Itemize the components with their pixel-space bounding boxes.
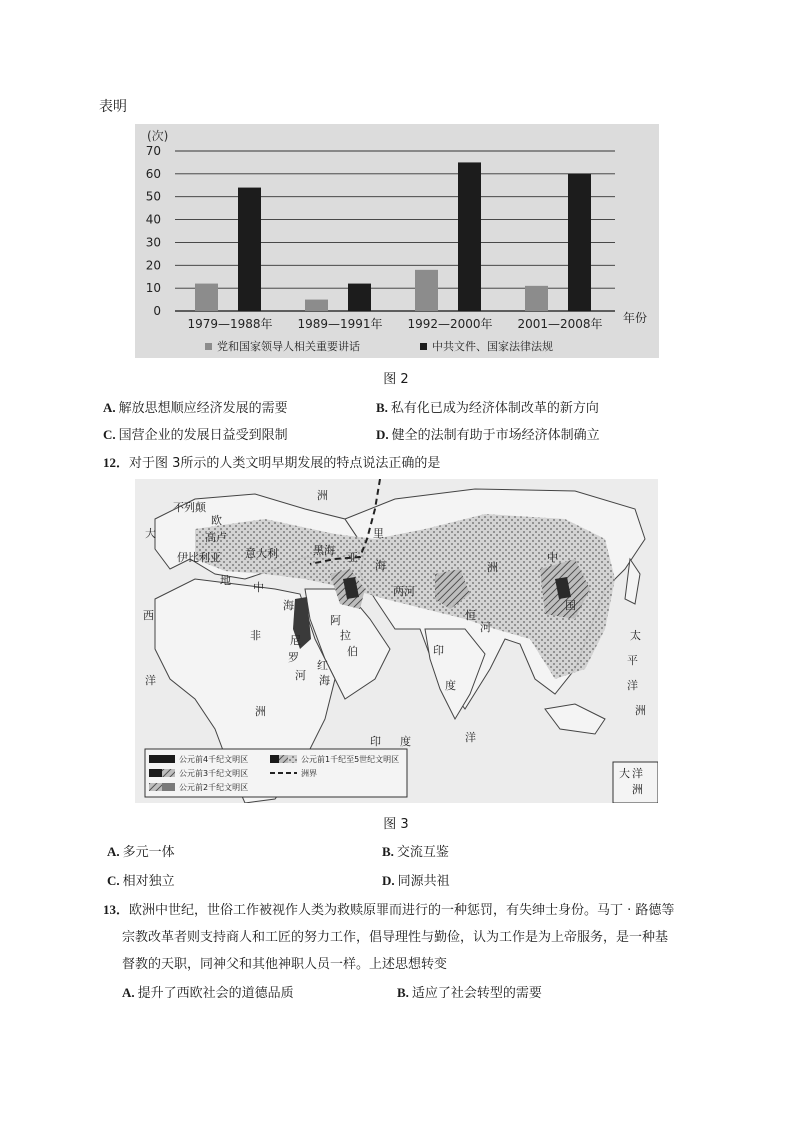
map-label: 洋 (465, 731, 476, 744)
legend-swatch-3rd-b (162, 769, 175, 777)
chart-legend (205, 339, 553, 353)
map-label: 河 (295, 669, 306, 682)
option-letter: D. (382, 873, 395, 888)
figure-3-caption: 图 3 (383, 817, 409, 832)
map-label: 大 (145, 527, 156, 540)
x-tick-label: 1989—1991年 (297, 317, 383, 331)
q12-option-c[interactable] (107, 870, 175, 889)
map-label: 平 (627, 654, 638, 667)
bar-documents (238, 188, 261, 311)
x-tick-label: 1992—2000年 (407, 317, 493, 331)
legend-label-1st: 公元前1千纪至5世纪文明区 (301, 755, 400, 764)
legend-swatch-1st-b (279, 755, 288, 763)
legend-swatch-2nd-b (162, 783, 175, 791)
map-label: 河 (480, 621, 491, 634)
map-label: 阿 (330, 614, 341, 627)
question-text: 对于图 3所示的人类文明早期发展的特点说法正确的是 (129, 456, 441, 471)
option-letter: B. (382, 844, 394, 859)
y-tick-label: 0 (153, 304, 161, 318)
y-tick-label: 30 (145, 235, 161, 250)
option-text: 私有化已成为经济体制改革的新方向 (390, 401, 599, 416)
oceania-corner (613, 762, 658, 803)
map-label: 意大利 (245, 547, 278, 560)
map-label: 海 (375, 559, 386, 572)
map-label: 洲 (317, 489, 328, 502)
civilization-map-svg (135, 479, 658, 803)
bar-documents (458, 162, 481, 311)
map-label: 度 (400, 735, 411, 748)
map-label: 中 (253, 581, 264, 594)
legend-swatch-documents (420, 343, 427, 350)
bar-documents (568, 174, 591, 311)
option-text: 国营企业的发展日益受到限制 (118, 428, 288, 443)
question-number: 13． (103, 902, 130, 917)
option-text: 健全的法制有助于市场经济体制确立 (391, 428, 600, 443)
map-legend (145, 749, 407, 797)
option-letter: B. (376, 400, 388, 415)
legend-swatch-2nd-a (149, 783, 162, 791)
q13-stem-line-1 (103, 899, 674, 918)
map-label: 印 (433, 644, 444, 657)
q13-option-b[interactable] (397, 982, 542, 1001)
map-label: 不列颠 (173, 501, 206, 514)
x-tick-label: 2001—2008年 (517, 317, 603, 331)
map-label: 太 (630, 629, 641, 642)
option-letter: A. (122, 985, 135, 1000)
option-text: 解放思想顺应经济发展的需要 (118, 401, 288, 416)
y-unit-label: (次) (147, 129, 169, 143)
map-label: 西 (143, 609, 154, 622)
corner-label: 洋 (632, 767, 643, 780)
map-label: 高卢 (205, 531, 227, 544)
map-label: 拉 (340, 629, 351, 642)
map-label: 洲 (255, 705, 266, 718)
question-number: 12． (103, 455, 130, 470)
legend-swatch-1st-a (270, 755, 279, 763)
chart-bars (195, 162, 591, 311)
q12-option-b[interactable] (382, 841, 449, 860)
corner-label: 洲 (632, 783, 643, 796)
bar-speeches (305, 300, 328, 311)
map-label: 洲 (635, 704, 646, 717)
q11-option-b[interactable] (376, 397, 599, 416)
legend-label-2nd: 公元前2千纪文明区 (179, 783, 249, 792)
q11-option-d[interactable] (376, 424, 600, 443)
q13-stem-line-2: 宗教改革者则支持商人和工匠的努力工作，倡导理性与勤俭，认为工作是为上帝服务，是一种基 (122, 930, 669, 945)
map-label: 非 (250, 629, 261, 642)
option-letter: A. (107, 844, 120, 859)
question-text: 欧洲中世纪，世俗工作被视作人类为救赎原罪而进行的一种惩罚，有失绅士身份。马丁 · 路德等 (129, 903, 675, 918)
figure-2-chart (135, 124, 659, 358)
legend-label-4th: 公元前4千纪文明区 (179, 755, 249, 764)
map-label: 中 (547, 551, 558, 564)
figure-3-map (135, 479, 658, 803)
map-label: 国 (565, 599, 576, 612)
y-tick-labels (146, 144, 161, 318)
legend-swatch-4th (149, 755, 175, 763)
y-tick-label: 50 (145, 189, 161, 204)
figure-2-caption: 图 2 (383, 372, 409, 387)
map-label: 里 (373, 527, 384, 540)
q13-option-a[interactable] (122, 982, 294, 1001)
map-label: 伯 (347, 645, 358, 658)
map-label: 印 (370, 735, 381, 748)
legend-label-speeches: 党和国家领导人相关重要讲话 (217, 340, 360, 353)
map-label: 海 (319, 674, 330, 687)
q13-stem-line-3: 督教的天职，同神父和其他神职人员一样。上述思想转变 (122, 957, 448, 972)
legend-swatch-3rd-a (149, 769, 162, 777)
map-label: 欧 (211, 514, 222, 527)
option-text: 相对独立 (122, 874, 175, 889)
y-tick-label: 70 (145, 144, 161, 158)
x-tick-labels (187, 316, 602, 331)
y-tick-label: 10 (145, 281, 161, 296)
map-label: 伊比利亚 (177, 551, 221, 564)
corner-label: 大 (619, 767, 630, 780)
map-label: 尼 (290, 634, 301, 647)
bar-speeches (195, 284, 218, 311)
option-letter: B. (397, 985, 409, 1000)
bar-documents (348, 284, 371, 311)
q12-option-d[interactable] (382, 870, 450, 889)
legend-swatch-1st-c (288, 755, 297, 763)
y-tick-label: 20 (145, 258, 161, 273)
map-label: 亚 (347, 551, 358, 564)
option-letter: A. (103, 400, 116, 415)
map-label: 黑海 (313, 544, 335, 557)
bar-chart-svg (135, 124, 659, 358)
legend-swatch-speeches (205, 343, 212, 350)
map-label: 红 (317, 659, 328, 672)
option-letter: C. (107, 873, 120, 888)
y-tick-label: 40 (145, 212, 161, 227)
legend-label-3rd: 公元前3千纪文明区 (179, 769, 249, 778)
map-label: 地 (220, 574, 231, 587)
map-label: 两河 (393, 585, 415, 598)
bar-speeches (525, 286, 548, 311)
intro-text: 表明 (99, 99, 127, 115)
bar-speeches (415, 270, 438, 311)
map-label: 洋 (627, 679, 638, 692)
q11-option-c[interactable] (103, 424, 288, 443)
map-label: 洋 (145, 674, 156, 687)
map-label: 海 (283, 599, 294, 612)
x-unit-label: 年份 (623, 311, 648, 325)
x-tick-label: 1979—1988年 (187, 317, 273, 331)
legend-label-documents: 中共文件、国家法律法规 (432, 340, 553, 353)
option-text: 多元一体 (122, 845, 175, 860)
option-text: 交流互鉴 (396, 845, 449, 860)
y-tick-label: 60 (145, 166, 161, 181)
option-text: 适应了社会转型的需要 (411, 986, 542, 1001)
map-label: 度 (445, 679, 456, 692)
map-label: 罗 (288, 651, 299, 664)
map-label: 恒 (465, 609, 476, 622)
legend-label-boundary: 洲界 (301, 769, 317, 778)
q12-option-a[interactable] (107, 841, 175, 860)
q11-option-a[interactable] (103, 397, 288, 416)
option-text: 提升了西欧社会的道德品质 (137, 986, 294, 1001)
option-text: 同源共祖 (397, 874, 450, 889)
map-label: 洲 (487, 561, 498, 574)
q12-stem (103, 452, 440, 471)
option-letter: D. (376, 427, 389, 442)
option-letter: C. (103, 427, 116, 442)
